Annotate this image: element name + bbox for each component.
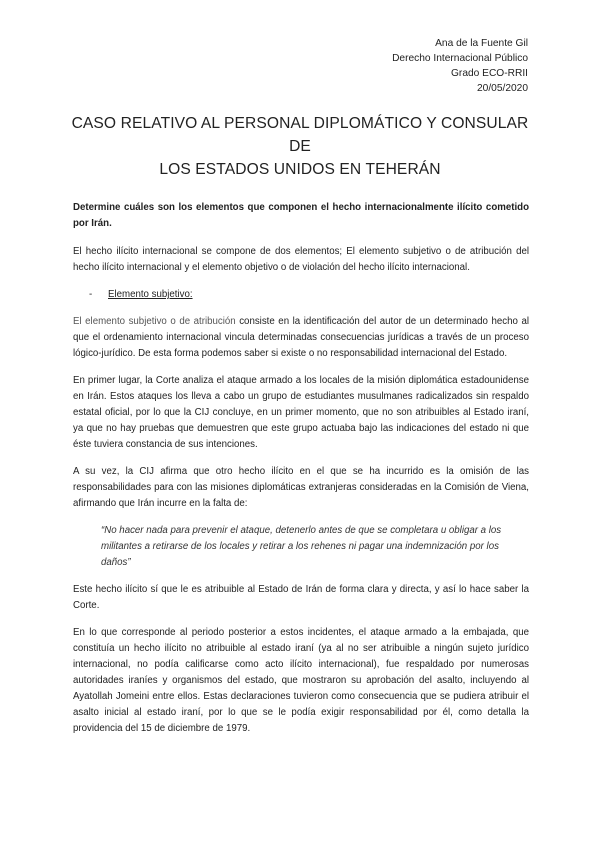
author-name: Ana de la Fuente Gil xyxy=(435,38,528,49)
intro-paragraph: El hecho ilícito internacional se compone de dos elementos; El elemento subjetivo o de atribución del hecho ilícito internacional y el elemento objetivo o de violación del hecho ilícito internacional. xyxy=(73,246,529,273)
degree-name: Grado ECO-RRII xyxy=(451,68,528,79)
document-date: 20/05/2020 xyxy=(477,83,528,94)
definition-text: consiste en la identificación del autor de un determinado hecho al que el ordenamiento internacional vincula determinadas consecuencias jurídicas a través de un proceso lógico-jurídico. De esta forma podemos saber si existe o no responsabilidad internacional del Estado. xyxy=(73,316,529,359)
header-block xyxy=(392,36,528,96)
definition-lead: El elemento subjetivo o de atribución xyxy=(73,316,236,327)
section-label: Elemento subjetivo: xyxy=(108,289,193,300)
course-name: Derecho Internacional Público xyxy=(392,53,528,64)
paragraph-subsequent-period: En lo que corresponde al periodo posterior a estos incidentes, el ataque armado a la embajada, que constituía un hecho ilícito no atribuible al estado iraní (ya al no ser atribuible a ningún sujeto jurídico internacional, no podía calificarse como acto ilícito internacional), fue respaldado por numerosas autoridades iraníes y organismos del estado, que mostraron su aprobación del asalto, incluyendo al Ayatollah Jomeini entre ellos. Estas declaraciones tuvieron como consecuencia que se pudiera atribuir el asalto inicial al estado iraní, por lo que se le podía exigir responsabilidad por él, como detalla la providencia del 15 de diciembre de 1979. xyxy=(73,627,529,734)
paragraph-attribution: Este hecho ilícito sí que le es atribuible al Estado de Irán de forma clara y directa, y así lo hace saber la Corte. xyxy=(73,584,529,611)
quotation: “No hacer nada para prevenir el ataque, detenerlo antes de que se completara u obligar a los militantes a retirarse de los locales y retirar a los rehenes ni pagar una indemnización por los daños” xyxy=(101,525,502,568)
paragraph-attack-analysis: En primer lugar, la Corte analiza el ataque armado a los locales de la misión diplomática estadounidense en Irán. Estos ataques los lleva a cabo un grupo de estudiantes musulmanes radicalizados sin respaldo estatal oficial, por lo que la CIJ concluye, en un primer momento, que no son atribuibles al Estado iraní, ya que no hay pruebas que demuestren que este grupo actuaba bajo las indicaciones del estado ni que éste tuviera constancia de sus intenciones. xyxy=(73,375,529,450)
question-heading: Determine cuáles son los elementos que componen el hecho internacionalmente ilícito cometido por Irán. xyxy=(73,202,529,229)
title-line-1: CASO RELATIVO AL PERSONAL DIPLOMÁTICO Y CONSULAR DE xyxy=(71,115,529,155)
paragraph-definition xyxy=(73,314,529,362)
paragraph-omission: A su vez, la CIJ afirma que otro hecho ilícito en el que se ha incurrido es la omisión de las responsabilidades para con las misiones diplomáticas extranjeras consideradas en la Comisión de Viena, afirmando que Irán incurre en la falta de: xyxy=(73,466,529,509)
bullet-dash: - xyxy=(89,289,93,300)
title-line-2: LOS ESTADOS UNIDOS EN TEHERÁN xyxy=(159,161,441,178)
section-bullet xyxy=(89,287,529,303)
document-body xyxy=(73,200,529,748)
page-title xyxy=(60,112,540,181)
